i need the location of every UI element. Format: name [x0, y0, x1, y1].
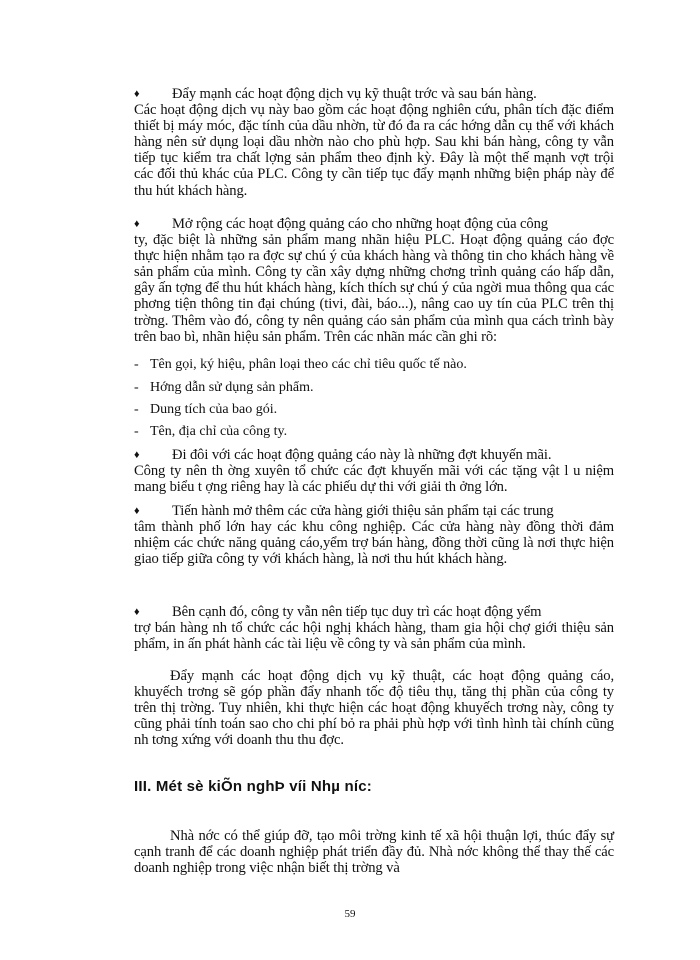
paragraph-after-sales-service: ♦ Đẩy mạnh các hoạt động dịch vụ kỹ thuật trớc và sau bán hàng. Các hoạt động dịch vụ này bao gồm các hoạt động nghiên cứu, phân tích đặc điểm thiết bị máy móc, đặc tính của dầu nhờn, từ đó đa ra các hớng dẫn cụ thể với khách hàng nên sử dụng loại dầu nhờn nào cho phù hợp. Sau khi bán hàng, công ty vẫn tiếp tục kiểm tra chất lợng sản phẩm theo định kỳ. Đây là một thế mạnh vợt trội các đối thủ khác của PLC. Công ty cần tiếp tục đẩy mạnh những biện pháp này để thu hút khách hàng. — [134, 86, 614, 199]
list-item: - Tên gọi, ký hiệu, phân loại theo các chỉ tiêu quốc tế nào. — [134, 357, 467, 372]
list-item: - Dung tích của bao gói. — [134, 402, 278, 417]
diamond-bullet-icon: ♦ — [134, 606, 140, 618]
paragraph-advertising: ♦ Mở rộng các hoạt động quảng cáo cho những hoạt động của công ty, đặc biệt là những sản phẩm mang nhãn hiệu PLC. Hoạt động quảng cáo đợc thực hiện nhằm tạo ra đợc sự chú ý của khách hàng và thông tin cho khách hàng về sản phẩm của mình. Công ty cần xây dựng những chơng trình quảng cáo hấp dẫn, gây ấn tợng để thu hút khách hàng, kích thích sự chú ý của ngời mua thông qua các phơng tiện thông tin đại chúng (tivi, đài, báo...), nâng cao uy tín của PLC trên thị trờng. Thêm vào đó, công ty nên quảng cáo sản phẩm của mình qua cách trình bày trên bao bì, nhãn hiệu sản phẩm. Trên các nhãn mác cần ghi rõ: — [134, 216, 614, 345]
paragraph-stores: ♦ Tiến hành mở thêm các cửa hàng giới thiệu sản phẩm tại các trung tâm thành phố lớn hay các khu công nghiệp. Các cửa hàng này đồng thời đảm nhiệm các chức năng quảng cáo,yểm trợ bán hàng, đồng thời cũng là nơi thực hiện giao tiếp giữa công ty với khách hàng, là nơi thu hút khách hàng. — [134, 503, 614, 568]
list-item: - Tên, địa chỉ của công ty. — [134, 424, 288, 439]
diamond-bullet-icon: ♦ — [134, 505, 140, 517]
paragraph-sales-support: ♦ Bên cạnh đó, công ty vẫn nên tiếp tục duy trì các hoạt động yểm trợ bán hàng nh tổ chức các hội nghị khách hàng, tham gia hội chợ giới thiệu sản phẩm, in ấn phát hành các tài liệu về công ty và sản phẩm của mình. — [134, 604, 614, 653]
diamond-bullet-icon: ♦ — [134, 88, 140, 100]
section-heading: III. Mét sè kiÕn nghÞ víi Nhµ níc: — [134, 778, 372, 795]
diamond-bullet-icon: ♦ — [134, 218, 140, 230]
paragraph-promotions: ♦ Đi đôi với các hoạt động quảng cáo này là những đợt khuyến mãi. Công ty nên th ờng xuyên tổ chức các đợt khuyến mãi với các tặng vật l u niệm mang biểu t ợng riêng hay là các phiếu dự thi với giải th ởng lớn. — [134, 447, 614, 496]
page-number: 59 — [344, 908, 356, 920]
diamond-bullet-icon: ♦ — [134, 449, 140, 461]
list-item: - Hớng dẫn sử dụng sản phẩm. — [134, 380, 314, 395]
paragraph-state-recommendations: Nhà nớc có thể giúp đỡ, tạo môi trờng kinh tế xã hội thuận lợi, thúc đẩy sự cạnh tranh để các doanh nghiệp phát triển đầy đủ. Nhà nớc không thể thay thế các doanh nghiệp trong việc nhận biết thị trờng và — [134, 828, 614, 877]
paragraph-summary: Đẩy mạnh các hoạt động dịch vụ kỹ thuật, các hoạt động quảng cáo, khuyếch trơng sẽ góp phần đẩy nhanh tốc độ tiêu thụ, tăng thị phần của công ty trên thị trờng. Tuy nhiên, khi thực hiện các hoạt động khuyếch trơng này, công ty cũng phải tính toán sao cho chi phí bỏ ra phải phù hợp với tình hình tài chính cũng nh tơng xứng với doanh thu thu đợc. — [134, 668, 614, 749]
